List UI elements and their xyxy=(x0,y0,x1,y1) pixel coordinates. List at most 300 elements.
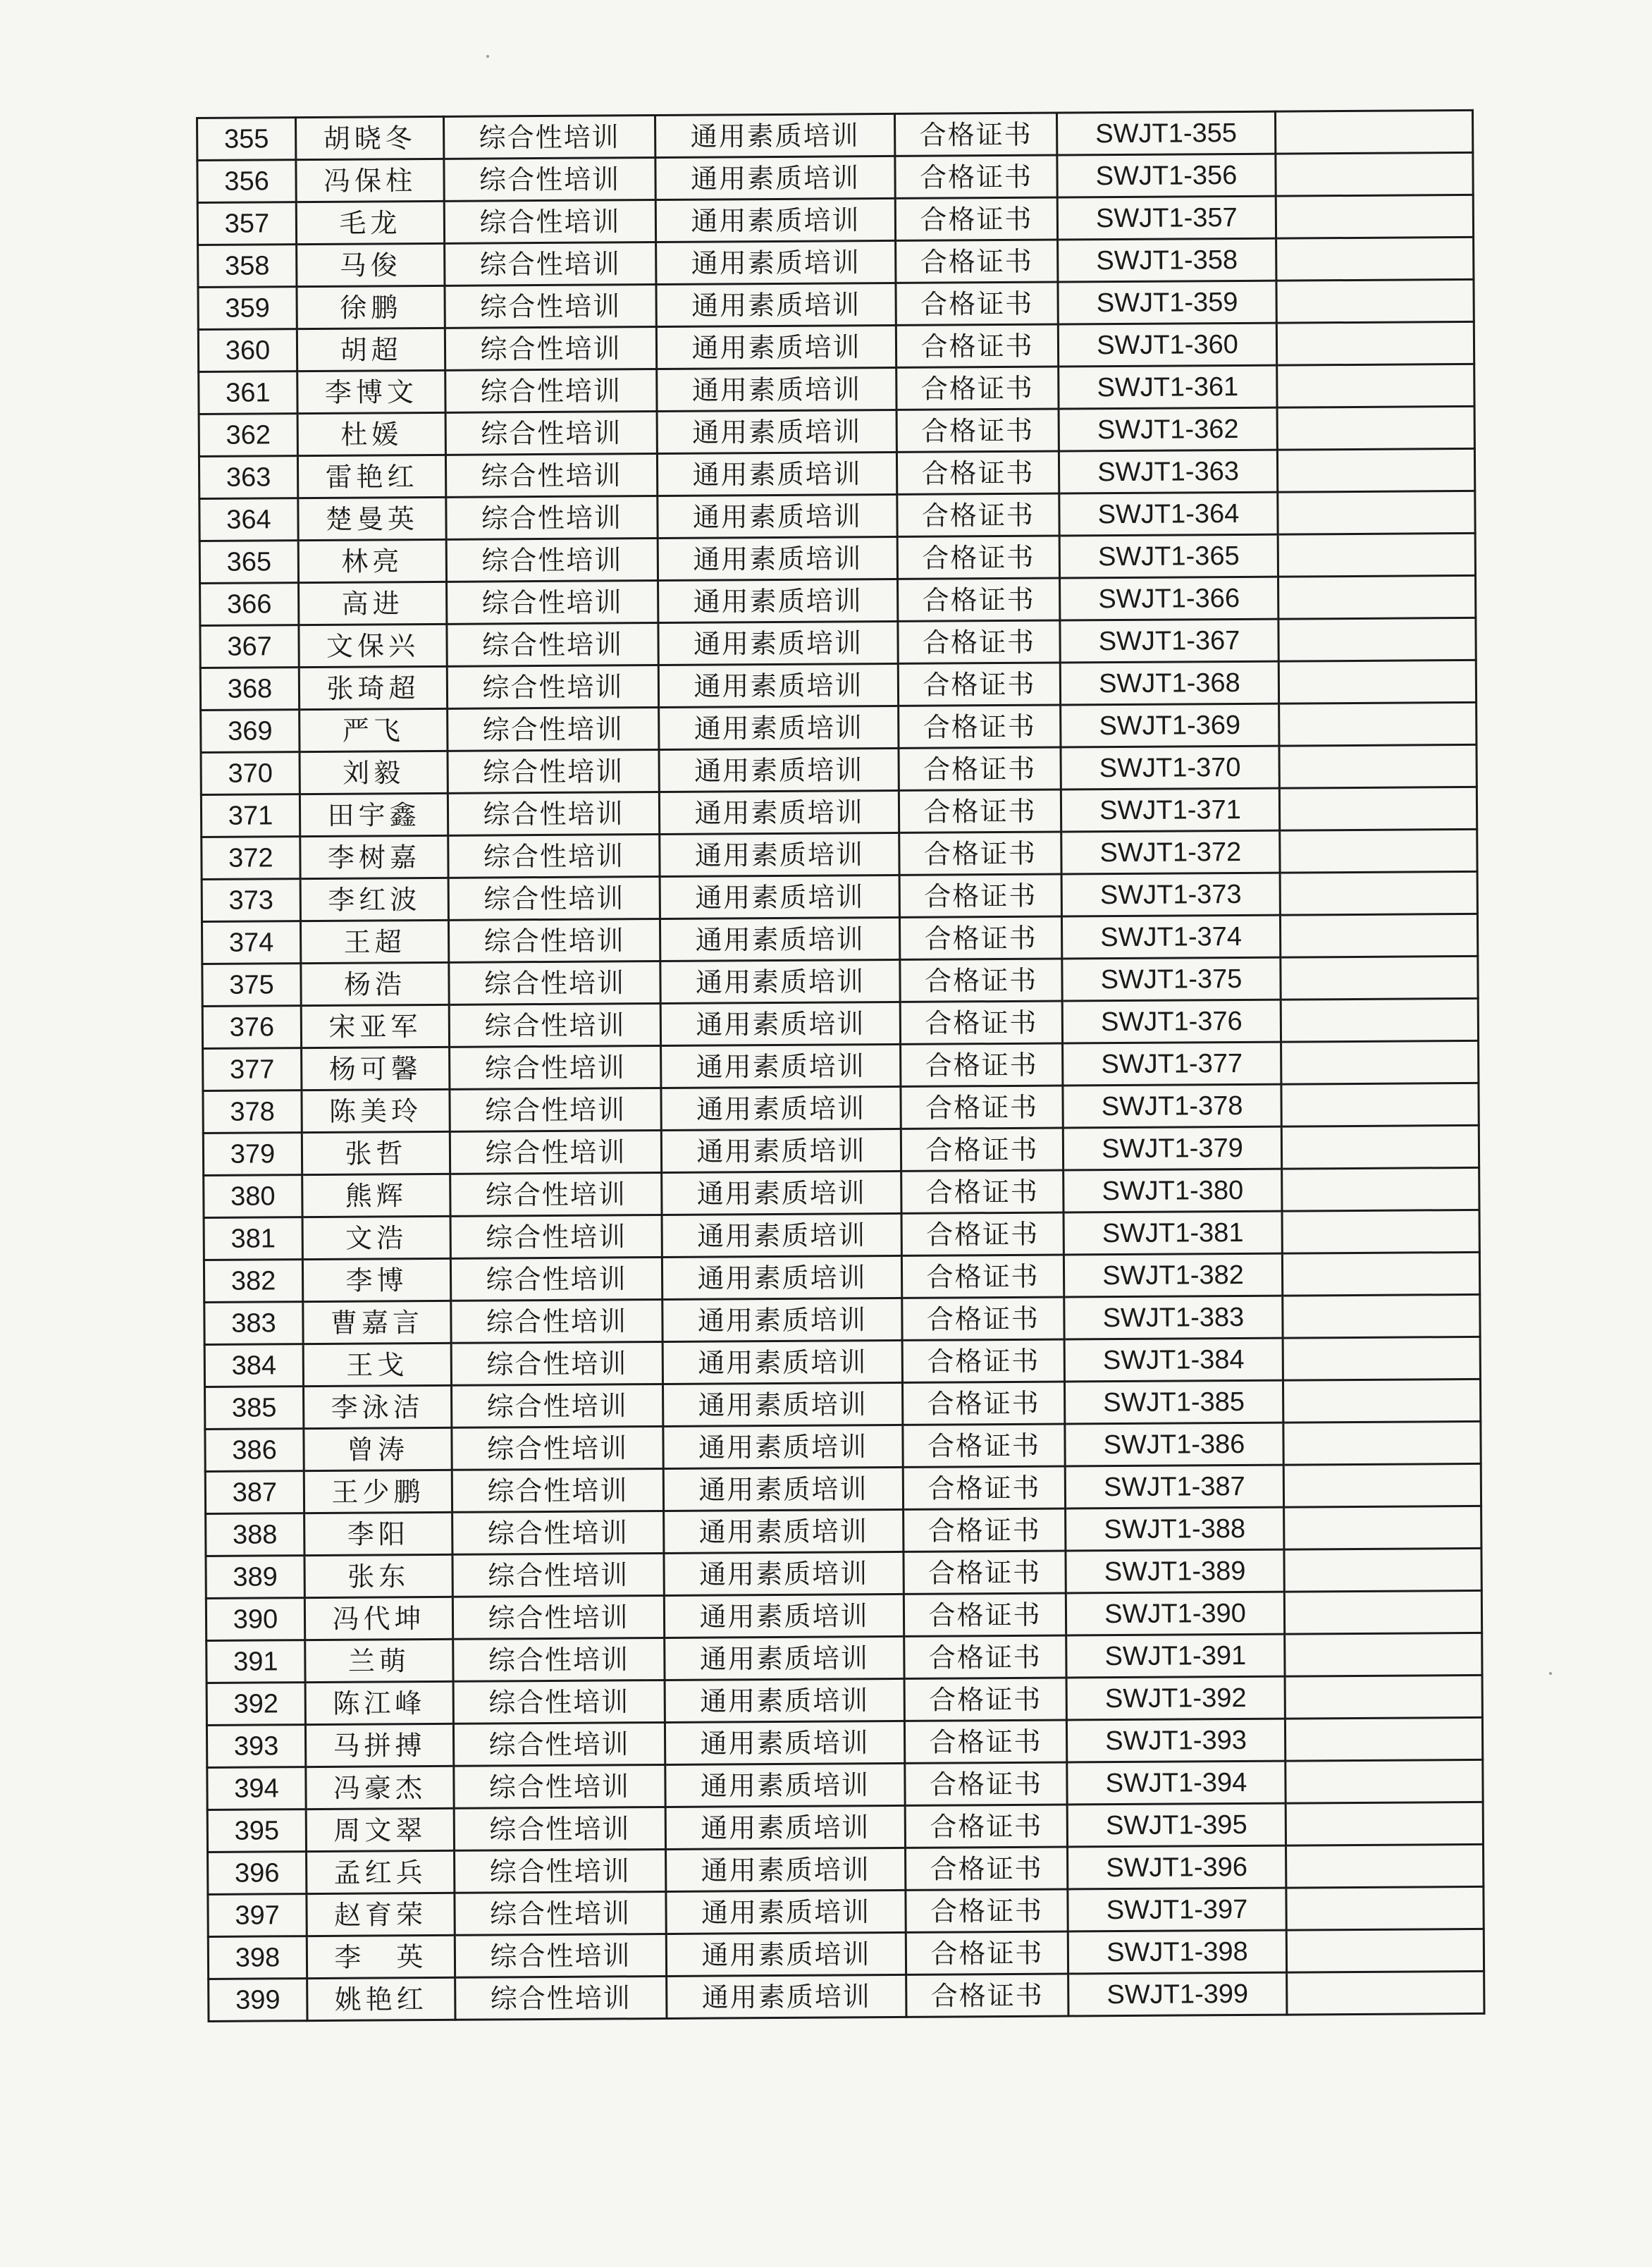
remarks-cell xyxy=(1283,1294,1480,1338)
remarks-cell xyxy=(1286,1759,1483,1803)
training-category: 综合性培训 xyxy=(448,919,660,962)
certificate-type: 合格证书 xyxy=(899,747,1061,790)
row-number: 384 xyxy=(204,1344,303,1387)
remarks-cell xyxy=(1281,1040,1479,1084)
certificate-type: 合格证书 xyxy=(894,113,1056,156)
certificate-type: 合格证书 xyxy=(904,1551,1066,1594)
certificate-type: 合格证书 xyxy=(901,1086,1063,1129)
row-number: 361 xyxy=(199,371,297,414)
training-category: 综合性培训 xyxy=(447,581,658,625)
row-number: 383 xyxy=(204,1302,303,1345)
table-row xyxy=(202,871,1477,921)
trainee-name: 王戈 xyxy=(303,1343,451,1386)
certificate-number: SWJT1-385 xyxy=(1064,1380,1283,1424)
row-number: 399 xyxy=(209,1979,307,2022)
row-number: 368 xyxy=(200,668,299,711)
training-category: 综合性培训 xyxy=(445,369,657,413)
trainee-name: 杨可馨 xyxy=(302,1047,450,1090)
training-category: 综合性培训 xyxy=(450,1130,661,1174)
training-category: 综合性培训 xyxy=(455,1976,667,2020)
trainee-name: 王少鹏 xyxy=(304,1470,452,1513)
table-row xyxy=(207,1717,1482,1767)
certificate-type: 合格证书 xyxy=(896,409,1059,452)
certificate-type: 合格证书 xyxy=(905,1762,1067,1805)
trainee-name: 毛龙 xyxy=(296,201,444,244)
training-category: 综合性培训 xyxy=(444,116,655,159)
table-row xyxy=(209,1971,1484,2021)
trainee-name: 李泳洁 xyxy=(304,1385,452,1428)
training-course: 通用素质培训 xyxy=(663,1467,903,1511)
training-category: 综合性培训 xyxy=(445,285,656,328)
trainee-name: 高进 xyxy=(299,582,447,625)
certificate-type: 合格证书 xyxy=(905,1805,1067,1848)
remarks-cell xyxy=(1282,1252,1479,1296)
table-body xyxy=(197,110,1484,2021)
table-row xyxy=(207,1759,1483,1810)
training-category: 综合性培训 xyxy=(452,1468,663,1512)
certificate-number: SWJT1-394 xyxy=(1067,1761,1286,1805)
training-course: 通用素质培训 xyxy=(664,1509,904,1553)
table-row xyxy=(206,1506,1481,1556)
remarks-cell xyxy=(1283,1337,1480,1380)
certificate-number: SWJT1-381 xyxy=(1064,1211,1282,1255)
certificate-number: SWJT1-378 xyxy=(1063,1084,1281,1128)
trainee-name: 杜媛 xyxy=(297,412,445,455)
remarks-cell xyxy=(1287,1971,1484,2015)
trainee-name: 楚曼英 xyxy=(298,497,446,540)
training-course: 通用素质培训 xyxy=(660,1002,900,1045)
trainee-name: 李阳 xyxy=(304,1512,452,1555)
training-course: 通用素质培训 xyxy=(658,621,898,665)
trainee-name: 曾涛 xyxy=(304,1427,452,1470)
table-row xyxy=(199,364,1474,414)
trainee-name: 文保兴 xyxy=(299,624,447,667)
training-category: 综合性培训 xyxy=(455,1934,666,1977)
training-category: 综合性培训 xyxy=(447,623,658,667)
training-course: 通用素质培训 xyxy=(657,452,896,496)
remarks-cell xyxy=(1282,1210,1479,1253)
trainee-name: 曹嘉言 xyxy=(303,1301,451,1344)
table-row xyxy=(200,618,1476,668)
training-category: 综合性培训 xyxy=(450,1257,662,1301)
training-course: 通用素质培训 xyxy=(660,917,899,961)
training-course: 通用素质培训 xyxy=(659,748,899,792)
training-category: 综合性培训 xyxy=(445,412,657,455)
table-row xyxy=(203,1125,1479,1175)
row-number: 398 xyxy=(208,1936,307,1979)
certificate-type: 合格证书 xyxy=(904,1593,1066,1636)
trainee-name: 宋亚军 xyxy=(301,1005,449,1048)
certificate-type: 合格证书 xyxy=(902,1297,1064,1340)
certificate-type: 合格证书 xyxy=(901,1043,1063,1086)
certificate-type: 合格证书 xyxy=(899,790,1061,833)
training-category: 综合性培训 xyxy=(450,1215,662,1258)
table-row xyxy=(208,1844,1484,1894)
certificate-number: SWJT1-395 xyxy=(1067,1803,1286,1847)
remarks-cell xyxy=(1277,406,1474,450)
certificate-type: 合格证书 xyxy=(899,832,1061,875)
training-category: 综合性培训 xyxy=(452,1595,664,1639)
training-category: 综合性培训 xyxy=(455,1891,666,1935)
trainee-name: 马俊 xyxy=(297,243,445,286)
certificate-number: SWJT1-364 xyxy=(1059,492,1278,536)
training-course: 通用素质培训 xyxy=(667,1974,906,2018)
trainee-name: 马拼搏 xyxy=(305,1724,453,1767)
training-course: 通用素质培训 xyxy=(662,1213,901,1257)
certificate-type: 合格证书 xyxy=(902,1339,1064,1382)
training-course: 通用素质培训 xyxy=(660,959,900,1003)
certificate-type: 合格证书 xyxy=(903,1466,1065,1509)
table-row xyxy=(204,1337,1480,1387)
training-category: 综合性培训 xyxy=(445,242,656,286)
row-number: 356 xyxy=(197,160,296,203)
training-course: 通用素质培训 xyxy=(656,325,896,369)
training-course: 通用素质培训 xyxy=(665,1636,904,1680)
training-course: 通用素质培训 xyxy=(656,240,896,284)
certificate-type: 合格证书 xyxy=(906,1889,1068,1932)
remarks-cell xyxy=(1276,279,1474,323)
row-number: 376 xyxy=(202,1006,301,1049)
training-category: 综合性培训 xyxy=(450,1045,661,1089)
trainee-name: 严飞 xyxy=(300,708,448,751)
training-course: 通用素质培训 xyxy=(662,1171,901,1215)
certificate-type: 合格证书 xyxy=(901,1170,1064,1213)
row-number: 389 xyxy=(206,1556,304,1599)
row-number: 374 xyxy=(202,921,300,964)
training-category: 综合性培训 xyxy=(446,496,658,540)
row-number: 370 xyxy=(201,752,300,795)
certificate-number: SWJT1-372 xyxy=(1061,830,1280,874)
trainee-name: 陈江峰 xyxy=(305,1681,453,1724)
remarks-cell xyxy=(1281,998,1478,1042)
training-category: 综合性培训 xyxy=(447,665,658,709)
table-row xyxy=(207,1633,1482,1683)
remarks-cell xyxy=(1281,956,1478,1000)
training-course: 通用素质培训 xyxy=(661,1044,901,1088)
training-course: 通用素质培训 xyxy=(655,198,895,242)
certificate-number: SWJT1-368 xyxy=(1060,661,1278,705)
remarks-cell xyxy=(1286,1802,1483,1845)
training-course: 通用素质培训 xyxy=(666,1848,906,1891)
certificate-type: 合格证书 xyxy=(898,663,1060,706)
certificate-type: 合格证书 xyxy=(902,1382,1064,1425)
certificate-number: SWJT1-383 xyxy=(1064,1296,1283,1339)
training-course: 通用素质培训 xyxy=(655,113,894,157)
certificate-type: 合格证书 xyxy=(898,620,1060,663)
certificate-type: 合格证书 xyxy=(898,578,1060,621)
certificate-type: 合格证书 xyxy=(904,1720,1066,1763)
training-course: 通用素质培训 xyxy=(658,663,898,707)
row-number: 367 xyxy=(200,625,299,668)
remarks-cell xyxy=(1284,1548,1481,1592)
row-number: 391 xyxy=(207,1640,305,1683)
remarks-cell xyxy=(1278,533,1475,577)
remarks-cell xyxy=(1285,1633,1482,1676)
training-category: 综合性培训 xyxy=(448,750,659,794)
certificate-type: 合格证书 xyxy=(899,705,1061,748)
row-number: 394 xyxy=(207,1767,306,1810)
certificate-number: SWJT1-357 xyxy=(1057,196,1276,240)
training-category: 综合性培训 xyxy=(444,158,655,202)
table-row xyxy=(202,956,1478,1006)
trainee-name: 田宇鑫 xyxy=(300,793,448,836)
row-number: 379 xyxy=(203,1133,302,1176)
certificate-type: 合格证书 xyxy=(897,536,1059,579)
remarks-cell xyxy=(1279,702,1477,746)
row-number: 382 xyxy=(204,1260,302,1303)
row-number: 395 xyxy=(207,1810,306,1853)
training-course: 通用素质培训 xyxy=(664,1594,904,1638)
table-row xyxy=(207,1802,1483,1852)
table-row xyxy=(202,829,1477,879)
remarks-cell xyxy=(1281,1083,1479,1126)
trainee-name: 孟红兵 xyxy=(307,1850,455,1893)
training-category: 综合性培训 xyxy=(448,835,660,878)
table-row xyxy=(204,1210,1479,1260)
trainee-name: 冯代坤 xyxy=(304,1597,452,1640)
trainee-name: 张琦超 xyxy=(299,666,447,709)
remarks-cell xyxy=(1283,1379,1480,1423)
certificate-number: SWJT1-392 xyxy=(1066,1676,1285,1720)
remarks-cell xyxy=(1278,575,1476,619)
remarks-cell xyxy=(1277,364,1474,407)
remarks-cell xyxy=(1282,1167,1479,1211)
table-row xyxy=(200,575,1476,625)
row-number: 365 xyxy=(199,541,298,584)
training-course: 通用素质培训 xyxy=(664,1552,904,1595)
certificate-number: SWJT1-365 xyxy=(1059,534,1278,578)
certificate-type: 合格证书 xyxy=(899,874,1061,917)
certificate-type: 合格证书 xyxy=(897,493,1059,536)
training-category: 综合性培训 xyxy=(452,1511,664,1554)
certificate-number: SWJT1-388 xyxy=(1066,1507,1284,1551)
certificate-number: SWJT1-380 xyxy=(1064,1169,1282,1212)
table-row xyxy=(203,1083,1479,1133)
row-number: 390 xyxy=(206,1598,304,1641)
row-number: 364 xyxy=(199,498,298,541)
certificate-number: SWJT1-373 xyxy=(1061,873,1280,916)
table-row xyxy=(199,406,1474,456)
remarks-cell xyxy=(1281,1125,1479,1169)
remarks-cell xyxy=(1280,871,1477,915)
row-number: 387 xyxy=(205,1471,304,1514)
training-course: 通用素质培训 xyxy=(657,367,896,411)
remarks-cell xyxy=(1286,1886,1484,1930)
row-number: 369 xyxy=(201,710,300,753)
remarks-cell xyxy=(1283,1421,1481,1465)
trainee-name: 陈美玲 xyxy=(302,1089,450,1132)
table-row xyxy=(197,195,1473,245)
remarks-cell xyxy=(1277,448,1474,492)
table-row xyxy=(205,1379,1481,1429)
certificate-number: SWJT1-377 xyxy=(1063,1042,1281,1086)
certificate-table xyxy=(196,109,1485,2022)
certificate-number: SWJT1-391 xyxy=(1066,1634,1285,1678)
row-number: 381 xyxy=(204,1217,302,1260)
training-course: 通用素质培训 xyxy=(660,875,899,919)
training-course: 通用素质培训 xyxy=(666,1890,906,1934)
certificate-number: SWJT1-371 xyxy=(1061,788,1279,832)
remarks-cell xyxy=(1278,660,1476,704)
row-number: 375 xyxy=(202,964,301,1007)
training-course: 通用素质培训 xyxy=(662,1255,901,1299)
trainee-name: 杨浩 xyxy=(301,962,449,1005)
training-course: 通用素质培训 xyxy=(665,1721,904,1764)
training-course: 通用素质培训 xyxy=(658,536,897,580)
certificate-type: 合格证书 xyxy=(900,959,1062,1002)
training-category: 综合性培训 xyxy=(450,1172,662,1216)
table-row xyxy=(201,787,1477,837)
certificate-number: SWJT1-382 xyxy=(1064,1253,1282,1297)
row-number: 358 xyxy=(198,245,297,288)
table-row xyxy=(200,660,1476,710)
trainee-name: 赵育荣 xyxy=(307,1893,455,1936)
remarks-cell xyxy=(1286,1844,1484,1888)
training-course: 通用素质培训 xyxy=(658,579,898,622)
training-course: 通用素质培训 xyxy=(658,494,897,538)
certificate-type: 合格证书 xyxy=(895,155,1057,198)
certificate-type: 合格证书 xyxy=(901,1128,1063,1171)
training-category: 综合性培训 xyxy=(454,1764,665,1808)
certificate-number: SWJT1-367 xyxy=(1060,619,1278,663)
table-row xyxy=(207,1675,1482,1725)
training-category: 综合性培训 xyxy=(451,1341,662,1385)
certificate-type: 合格证书 xyxy=(895,197,1057,240)
trainee-name: 文浩 xyxy=(302,1216,450,1259)
training-course: 通用素质培训 xyxy=(665,1763,905,1807)
training-course: 通用素质培训 xyxy=(662,1382,902,1426)
table-row xyxy=(208,1929,1484,1979)
certificate-number: SWJT1-366 xyxy=(1060,577,1278,620)
table-row xyxy=(201,744,1477,794)
scan-speck xyxy=(1549,1672,1552,1675)
remarks-cell xyxy=(1275,110,1472,154)
training-course: 通用素质培训 xyxy=(662,1340,902,1384)
certificate-number: SWJT1-389 xyxy=(1066,1549,1284,1593)
certificate-type: 合格证书 xyxy=(903,1424,1065,1467)
training-category: 综合性培训 xyxy=(453,1638,665,1681)
trainee-name: 李博文 xyxy=(297,370,445,413)
row-number: 363 xyxy=(199,456,297,499)
training-category: 综合性培训 xyxy=(448,708,659,751)
remarks-cell xyxy=(1285,1717,1482,1761)
certificate-type: 合格证书 xyxy=(896,282,1058,325)
training-category: 综合性培训 xyxy=(455,1849,666,1893)
table-row xyxy=(199,448,1474,498)
certificate-number: SWJT1-360 xyxy=(1058,323,1276,367)
training-course: 通用素质培训 xyxy=(663,1425,903,1468)
certificate-number: SWJT1-393 xyxy=(1066,1719,1285,1762)
trainee-name: 冯保柱 xyxy=(296,159,444,202)
row-number: 377 xyxy=(203,1048,302,1091)
table-row xyxy=(202,914,1477,964)
certificate-number: SWJT1-369 xyxy=(1061,704,1279,747)
training-course: 通用素质培训 xyxy=(655,156,895,199)
training-category: 综合性培训 xyxy=(451,1384,662,1427)
training-category: 综合性培训 xyxy=(445,454,657,498)
training-course: 通用素质培训 xyxy=(661,1086,901,1130)
remarks-cell xyxy=(1278,618,1476,661)
remarks-cell xyxy=(1276,237,1474,281)
remarks-cell xyxy=(1283,1463,1481,1507)
training-category: 综合性培训 xyxy=(449,1003,660,1047)
certificate-type: 合格证书 xyxy=(904,1635,1066,1678)
certificate-number: SWJT1-370 xyxy=(1061,746,1279,790)
certificate-type: 合格证书 xyxy=(906,1931,1068,1974)
training-category: 综合性培训 xyxy=(448,792,659,836)
training-category: 综合性培训 xyxy=(446,539,658,582)
trainee-name: 冯豪杰 xyxy=(306,1766,454,1809)
remarks-cell xyxy=(1280,829,1477,873)
row-number: 380 xyxy=(204,1175,302,1218)
training-course: 通用素质培训 xyxy=(666,1932,906,1976)
remarks-cell xyxy=(1279,787,1477,830)
certificate-type: 合格证书 xyxy=(900,1001,1062,1044)
table-row xyxy=(203,1040,1479,1091)
table-row xyxy=(206,1548,1481,1598)
table-row xyxy=(202,998,1478,1048)
certificate-number: SWJT1-376 xyxy=(1062,1000,1281,1043)
training-course: 通用素质培训 xyxy=(662,1298,902,1341)
table-row xyxy=(197,110,1473,160)
certificate-number: SWJT1-387 xyxy=(1065,1465,1283,1509)
training-category: 综合性培训 xyxy=(453,1722,665,1766)
trainee-name: 胡超 xyxy=(297,328,445,371)
certificate-number: SWJT1-361 xyxy=(1059,365,1277,409)
training-category: 综合性培训 xyxy=(454,1807,665,1850)
training-course: 通用素质培训 xyxy=(659,790,899,834)
training-course: 通用素质培训 xyxy=(659,706,899,749)
trainee-name: 徐鹏 xyxy=(297,285,445,328)
row-number: 362 xyxy=(199,414,297,457)
certificate-type: 合格证书 xyxy=(899,916,1061,959)
certificate-type: 合格证书 xyxy=(901,1255,1064,1298)
trainee-name: 姚艳红 xyxy=(307,1977,455,2020)
training-category: 综合性培训 xyxy=(451,1299,662,1343)
table-row xyxy=(204,1167,1479,1217)
trainee-name: 林亮 xyxy=(298,539,446,582)
remarks-cell xyxy=(1284,1590,1481,1634)
training-category: 综合性培训 xyxy=(449,961,660,1005)
certificate-number: SWJT1-399 xyxy=(1068,1972,1287,2016)
certificate-type: 合格证书 xyxy=(906,1847,1068,1890)
row-number: 385 xyxy=(205,1387,304,1430)
certificate-number: SWJT1-363 xyxy=(1059,450,1277,493)
table-row xyxy=(201,702,1477,752)
row-number: 372 xyxy=(202,837,300,880)
certificate-type: 合格证书 xyxy=(901,1212,1064,1255)
certificate-number: SWJT1-375 xyxy=(1062,957,1281,1001)
certificate-type: 合格证书 xyxy=(896,451,1059,494)
table-row xyxy=(197,152,1473,202)
training-category: 综合性培训 xyxy=(453,1680,665,1724)
table-row xyxy=(198,279,1474,329)
trainee-name: 兰萌 xyxy=(305,1639,453,1682)
certificate-number: SWJT1-386 xyxy=(1065,1423,1283,1466)
certificate-type: 合格证书 xyxy=(896,240,1058,283)
remarks-cell xyxy=(1276,195,1473,238)
training-category: 综合性培训 xyxy=(448,877,660,921)
trainee-name: 李 英 xyxy=(307,1935,455,1978)
trainee-name: 张东 xyxy=(304,1554,452,1597)
trainee-name: 雷艳红 xyxy=(297,455,445,498)
trainee-name: 周文翠 xyxy=(306,1808,454,1851)
scan-speck xyxy=(486,55,489,58)
row-number: 386 xyxy=(205,1429,304,1472)
certificate-number: SWJT1-359 xyxy=(1058,281,1276,324)
certificate-number: SWJT1-398 xyxy=(1068,1930,1286,1974)
remarks-cell xyxy=(1286,1929,1484,1972)
